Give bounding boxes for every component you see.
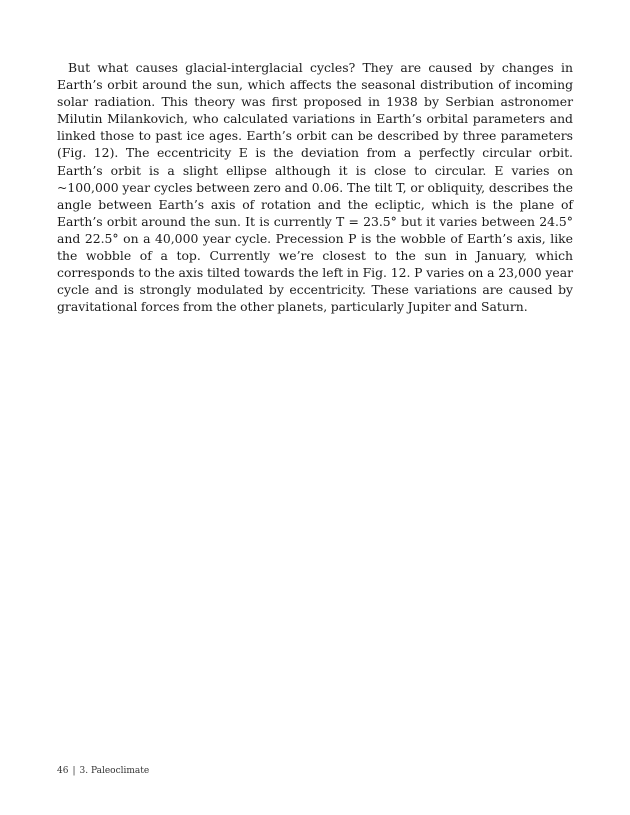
page-number: 46 <box>57 766 69 776</box>
footer-separator: | <box>72 766 76 776</box>
chapter-title: 3. Paleoclimate <box>79 766 150 776</box>
body-paragraph: But what causes glacial-interglacial cycles? They are caused by changes in Earth’s orbit around the sun, which affects the seasonal distribution of incoming solar radiation. This theory was first proposed in 1938 by Serbian astronomer Milutin Milankovich, who calculated variations in Earth’s orbital parameters and linked those to past ice ages. Earth’s orbit can be described by three parameters (Fig. 12). The eccentricity E is the deviation from a perfectly circular orbit. Earth’s orbit is a slight ellipse although it is close to circular. E varies on ~100,000 year cycles between zero and 0.06. The tilt T, or obliquity, describes the angle between Earth’s axis of rotation and the ecliptic, which is the plane of Earth’s orbit around the sun. It is currently T = 23.5° but it varies between 24.5° and 22.5° on a 40,000 year cycle. Precession P is the wobble of Earth’s axis, like the wobble of a top. Currently we’re closest to the sun in January, which corresponds to the axis tilted towards the left in Fig. 12. P varies on a 23,000 year cycle and is strongly modulated by eccentricity. These variations are caused by gravitational forces from the other planets, particularly Jupiter and Saturn. <box>57 60 573 315</box>
page-footer <box>57 766 149 776</box>
